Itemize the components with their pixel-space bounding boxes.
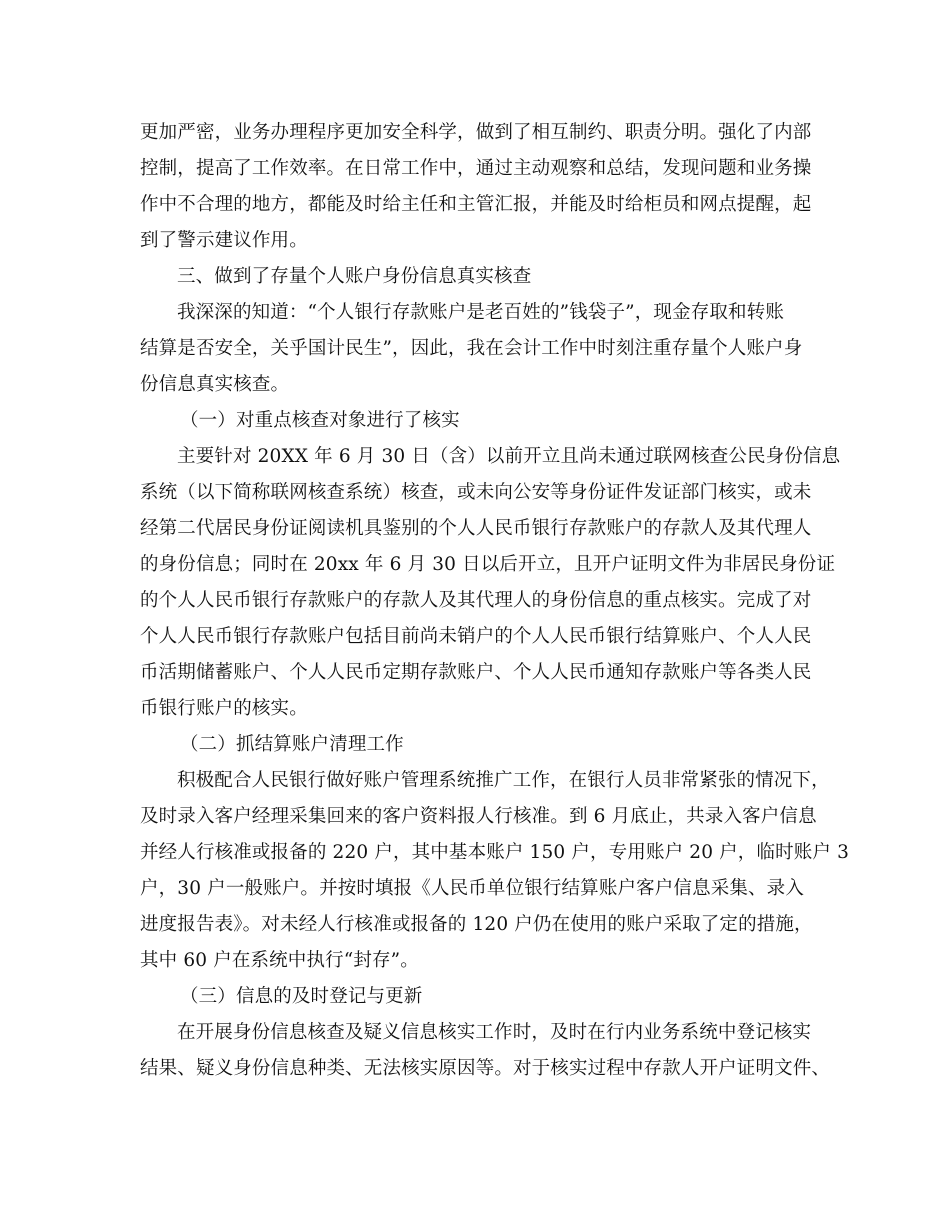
section-heading: 三、做到了存量个人账户身份信息真实核查: [177, 266, 532, 287]
paragraph-line: 币活期储蓄账户、个人人民币定期存款账户、个人人民币通知存款账户等各类人民: [140, 662, 812, 683]
paragraph-line: 在开展身份信息核查及疑义信息核实工作时，及时在行内业务系统中登记核实: [177, 1022, 812, 1043]
paragraph-line: 控制，提高了工作效率。在日常工作中，通过主动观察和总结，发现问题和业务操: [140, 158, 812, 179]
paragraph-line: 作中不合理的地方，都能及时给主任和主管汇报，并能及时给柜员和网点提醒，起: [140, 194, 812, 215]
paragraph-line: 到了警示建议作用。: [140, 230, 308, 251]
subsection-heading: （二）抓结算账户清理工作: [180, 734, 404, 755]
paragraph-line: 个人人民币银行存款账户包括目前尚未销户的个人人民币银行结算账户、个人人民: [140, 626, 812, 647]
paragraph-line: 币银行账户的核实。: [140, 698, 308, 719]
paragraph-line: 其中 60 户在系统中执行“封存”。: [140, 950, 419, 971]
subsection-heading: （三）信息的及时登记与更新: [180, 986, 423, 1007]
paragraph-line: 进度报告表》。对未经人行核准或报备的 120 户仍在使用的账户采取了定的措施，: [140, 914, 813, 935]
paragraph-line: 主要针对 20XX 年 6 月 30 日（含）以前开立且尚未通过联网核查公民身份信息: [177, 446, 841, 467]
paragraph-line: 系统（以下简称联网核查系统）核查，或未向公安等身份证件发证部门核实，或未: [140, 482, 812, 503]
paragraph-line: 并经人行核准或报备的 220 户，其中基本账户 150 户，专用账户 20 户，临时账户 3: [140, 842, 849, 863]
paragraph-line: 我深深的知道：“个人银行存款账户是老百姓的”钱袋子”，现金存取和转账: [177, 302, 784, 323]
paragraph-line: 份信息真实核查。: [140, 374, 290, 395]
paragraph-line: 经第二代居民身份证阅读机具鉴别的个人人民币银行存款账户的存款人及其代理人: [140, 518, 812, 539]
paragraph-line: 更加严密，业务办理程序更加安全科学，做到了相互制约、职责分明。强化了内部: [140, 122, 812, 143]
paragraph-line: 及时录入客户经理采集回来的客户资料报人行核准。到 6 月底止，共录入客户信息: [140, 806, 817, 827]
paragraph-line: 的个人人民币银行存款账户的存款人及其代理人的身份信息的重点核实。完成了对: [140, 590, 812, 611]
subsection-heading: （一）对重点核查对象进行了核实: [180, 410, 460, 431]
paragraph-line: 结算是否安全，关乎国计民生”，因此，我在会计工作中时刻注重存量个人账户身: [140, 338, 803, 359]
paragraph-line: 积极配合人民银行做好账户管理系统推广工作，在银行人员非常紧张的情况下，: [177, 770, 830, 791]
paragraph-line: 结果、疑义身份信息种类、无法核实原因等。对于核实过程中存款人开户证明文件、: [140, 1058, 831, 1079]
paragraph-line: 的身份信息；同时在 20xx 年 6 月 30 日以后开立，且开户证明文件为非居民身份证: [140, 554, 836, 575]
paragraph-line: 户，30 户一般账户。并按时填报《人民币单位银行结算账户客户信息采集、录入: [140, 878, 804, 899]
